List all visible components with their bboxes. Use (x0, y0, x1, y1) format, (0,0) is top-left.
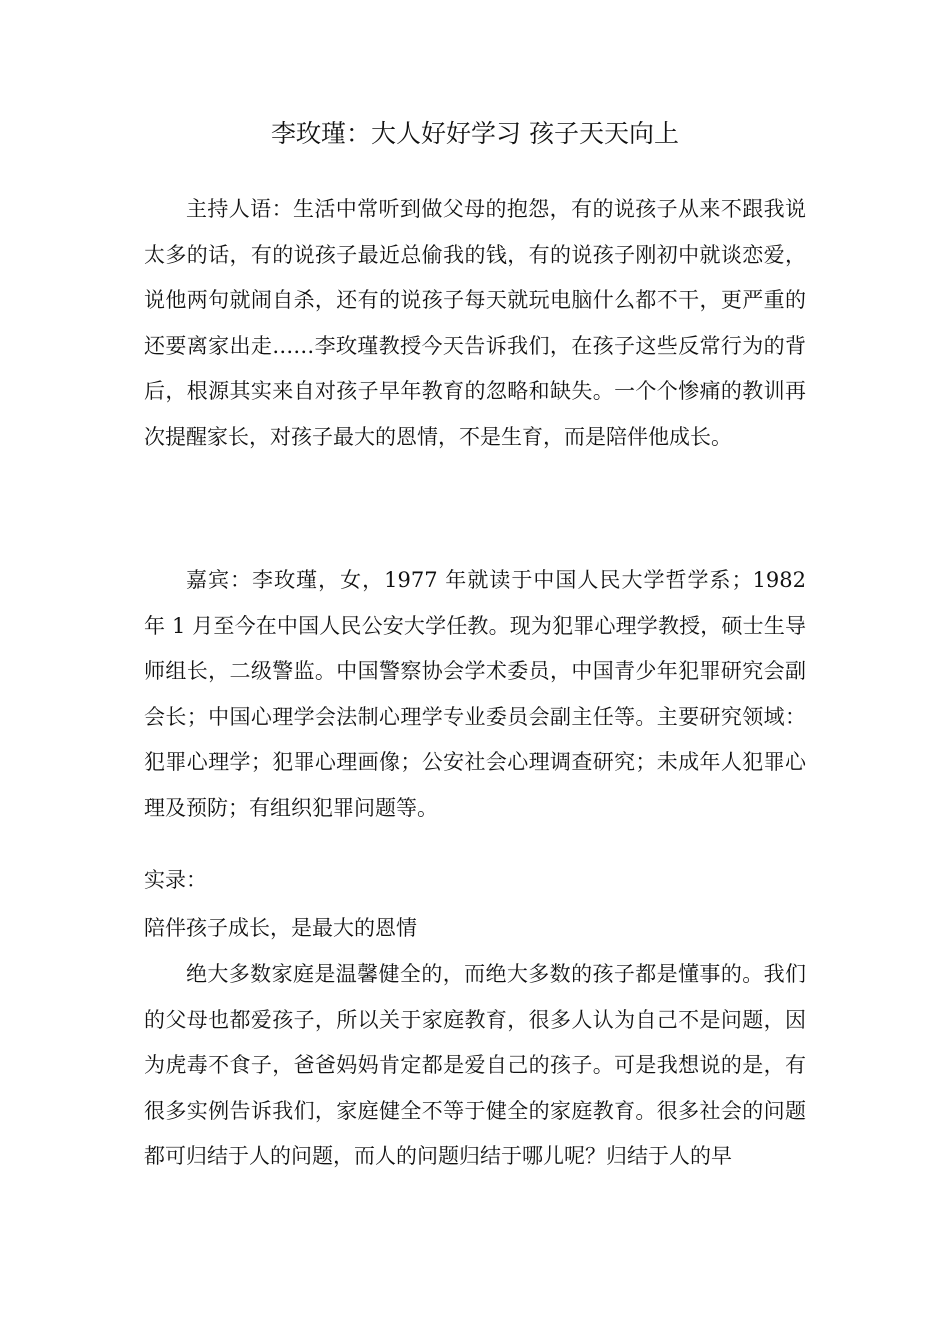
document-title: 李玫瑾：大人好好学习 孩子天天向上 (271, 119, 679, 148)
section-heading: 陪伴孩子成长，是最大的恩情 (144, 916, 417, 940)
main-paragraph: 绝大多数家庭是温馨健全的，而绝大多数的孩子都是懂事的。我们的父母也都爱孩子，所以关于家庭教育，很多人认为自己不是问题，因为虎毒不食子，爸爸妈妈肯定都是爱自己的孩子。可是我想说的是，有很多实例告诉我们，家庭健全不等于健全的家庭教育。很多社会的问题都可归结于人的问题，而人的问题归结于哪儿呢？归结于人的早 (144, 962, 806, 1168)
record-label: 实录： (144, 868, 207, 892)
guest-intro-paragraph: 嘉宾：李玫瑾，女，1977 年就读于中国人民大学哲学系；1982 年 1 月至今在中国人民公安大学任教。现为犯罪心理学教授，硕士生导师组长，二级警监。中国警察协会学术委员，中国青少年犯罪研究会副会长；中国心理学会法制心理学专业委员会副主任等。主要研究领域：犯罪心理学；犯罪心理画像；公安社会心理调查研究；未成年人犯罪心理及预防；有组织犯罪问题等。 (144, 568, 806, 820)
host-intro-paragraph: 主持人语：生活中常听到做父母的抱怨，有的说孩子从来不跟我说太多的话，有的说孩子最近总偷我的钱，有的说孩子刚初中就谈恋爱，说他两句就闹自杀，还有的说孩子每天就玩电脑什么都不干，更严重的还要离家出走……李玫瑾教授今天告诉我们，在孩子这些反常行为的背后，根源其实来自对孩子早年教育的忽略和缺失。一个个惨痛的教训再次提醒家长，对孩子最大的恩情，不是生育，而是陪伴他成长。 (144, 197, 806, 449)
